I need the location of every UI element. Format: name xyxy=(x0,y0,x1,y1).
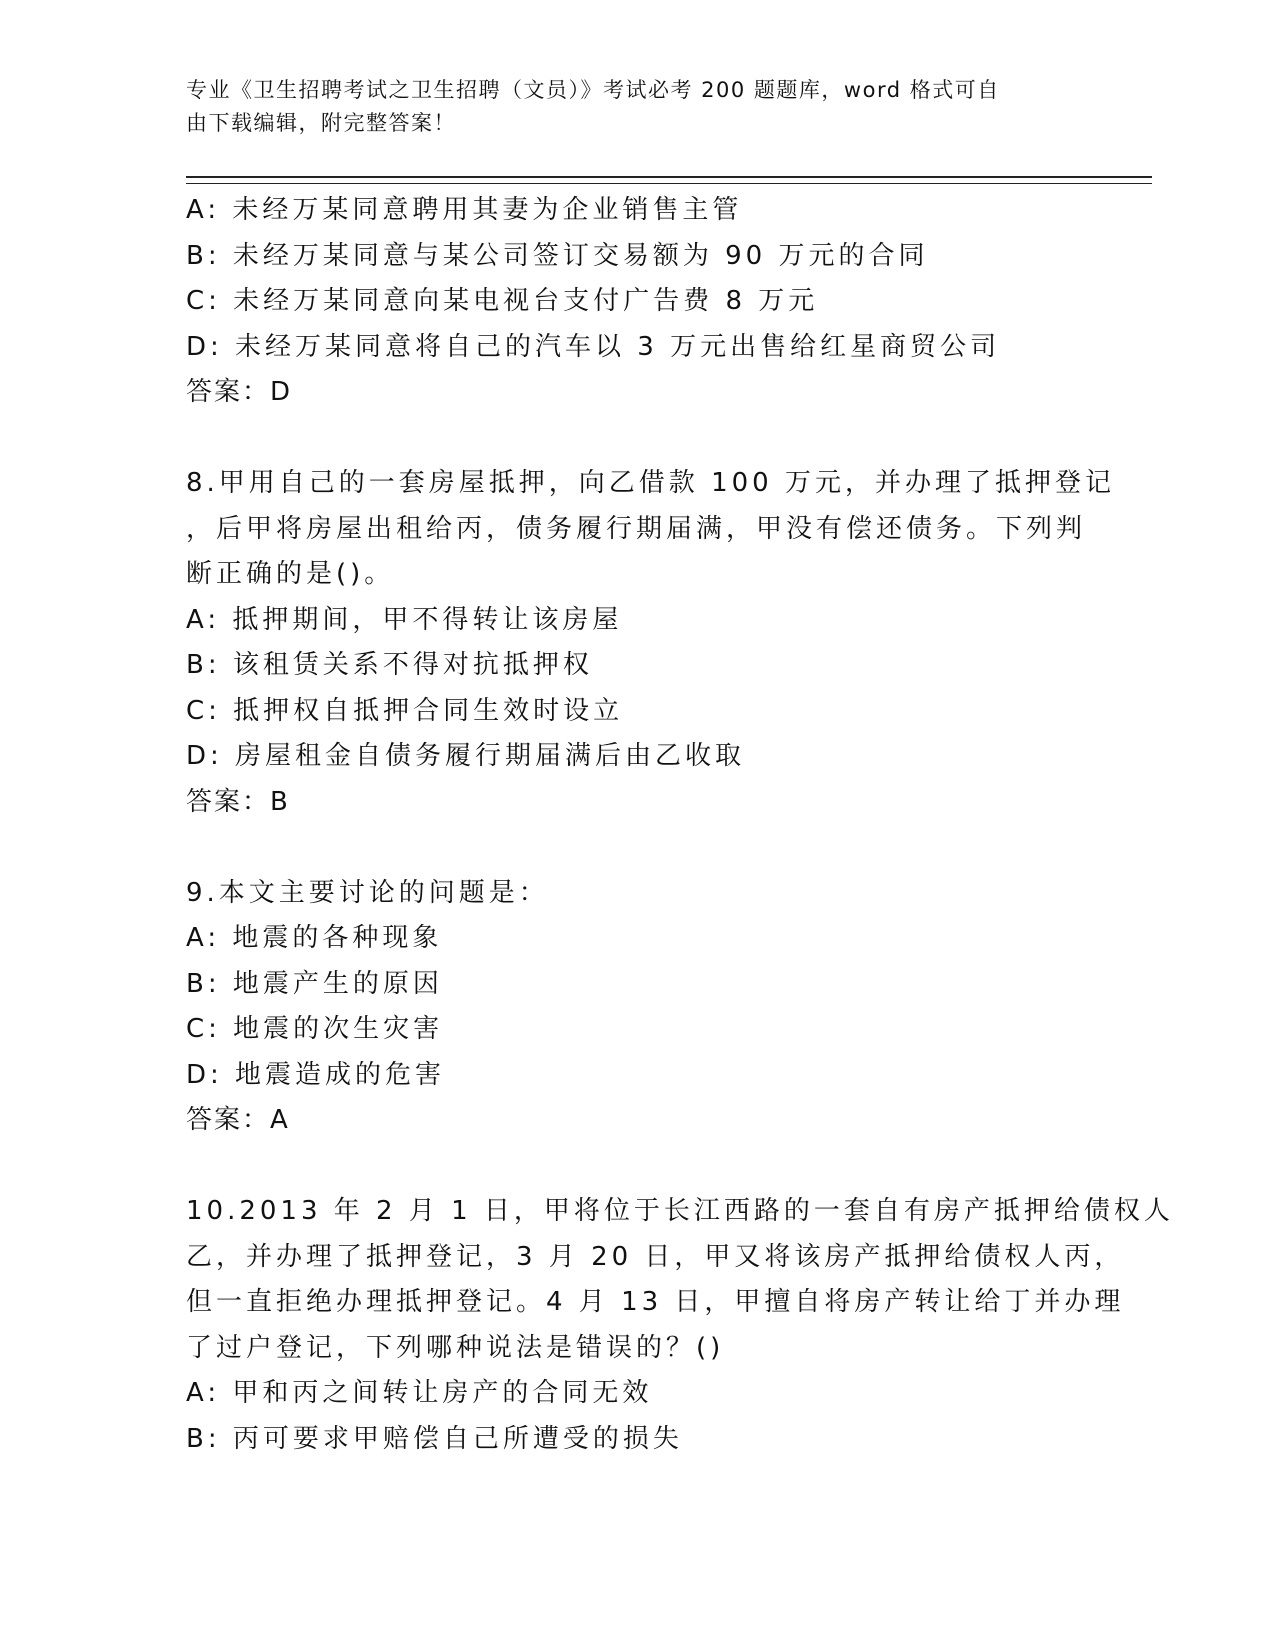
document-header xyxy=(186,74,1066,140)
answer: 答案：B xyxy=(186,786,290,817)
header-line-1: 专业《卫生招聘考试之卫生招聘（文员）》考试必考 200 题题库，word 格式可自 xyxy=(186,78,1000,102)
question-10 xyxy=(186,1189,1174,1462)
answer: 答案：D xyxy=(186,377,293,407)
question-stem-line: 但一直拒绝办理抵押登记。4 月 13 日，甲擅自将房产转让给丁并办理 xyxy=(186,1287,1125,1317)
spacer xyxy=(186,1144,1086,1190)
option-b: B: 该租赁关系不得对抗抵押权 xyxy=(186,650,593,680)
option-c: C: 抵押权自抵押合同生效时设立 xyxy=(186,695,624,726)
option-b: B: 丙可要求甲赔偿自己所遭受的损失 xyxy=(186,1423,683,1454)
option-c: C: 未经万某同意向某电视台支付广告费 8 万元 xyxy=(186,286,819,316)
question-9 xyxy=(186,871,1086,1144)
option-a: A: 未经万某同意聘用其妻为企业销售主管 xyxy=(186,195,743,225)
question-stem-line: 断正确的是()。 xyxy=(186,559,395,589)
option-a: A: 地震的各种现象 xyxy=(186,923,443,953)
option-b: B: 未经万某同意与某公司签订交易额为 90 万元的合同 xyxy=(186,240,929,271)
question-stem-line: 9.本文主要讨论的问题是： xyxy=(186,877,549,908)
question-8 xyxy=(186,461,1115,825)
header-divider xyxy=(186,176,1152,184)
option-d: D: 房屋租金自债务履行期届满后由乙收取 xyxy=(186,741,746,771)
question-list xyxy=(186,188,1174,1462)
spacer xyxy=(186,825,1086,871)
question-7 xyxy=(186,188,1086,416)
header-line-2: 由下载编辑，附完整答案！ xyxy=(186,111,456,135)
spacer xyxy=(186,416,1086,462)
option-c: C: 地震的次生灾害 xyxy=(186,1014,444,1044)
option-a: A: 抵押期间，甲不得转让该房屋 xyxy=(186,604,623,635)
option-a: A: 甲和丙之间转让房产的合同无效 xyxy=(186,1378,653,1408)
option-d: D: 地震造成的危害 xyxy=(186,1059,446,1090)
question-stem-line: 10.2013 年 2 月 1 日，甲将位于长江西路的一套自有房产抵押给债权人 xyxy=(186,1196,1174,1226)
question-stem-line: 了过户登记，下列哪种说法是错误的？() xyxy=(186,1332,725,1363)
answer: 答案：A xyxy=(186,1105,290,1135)
option-b: B: 地震产生的原因 xyxy=(186,968,443,999)
question-stem-line: 8.甲用自己的一套房屋抵押，向乙借款 100 万元，并办理了抵押登记 xyxy=(186,468,1115,498)
question-stem-line: 乙，并办理了抵押登记，3 月 20 日，甲又将该房产抵押给债权人丙， xyxy=(186,1241,1125,1272)
option-d: D: 未经万某同意将自己的汽车以 3 万元出售给红星商贸公司 xyxy=(186,331,1001,362)
question-stem-line: ，后甲将房屋出租给丙，债务履行期届满，甲没有偿还债务。下列判 xyxy=(186,513,1087,544)
